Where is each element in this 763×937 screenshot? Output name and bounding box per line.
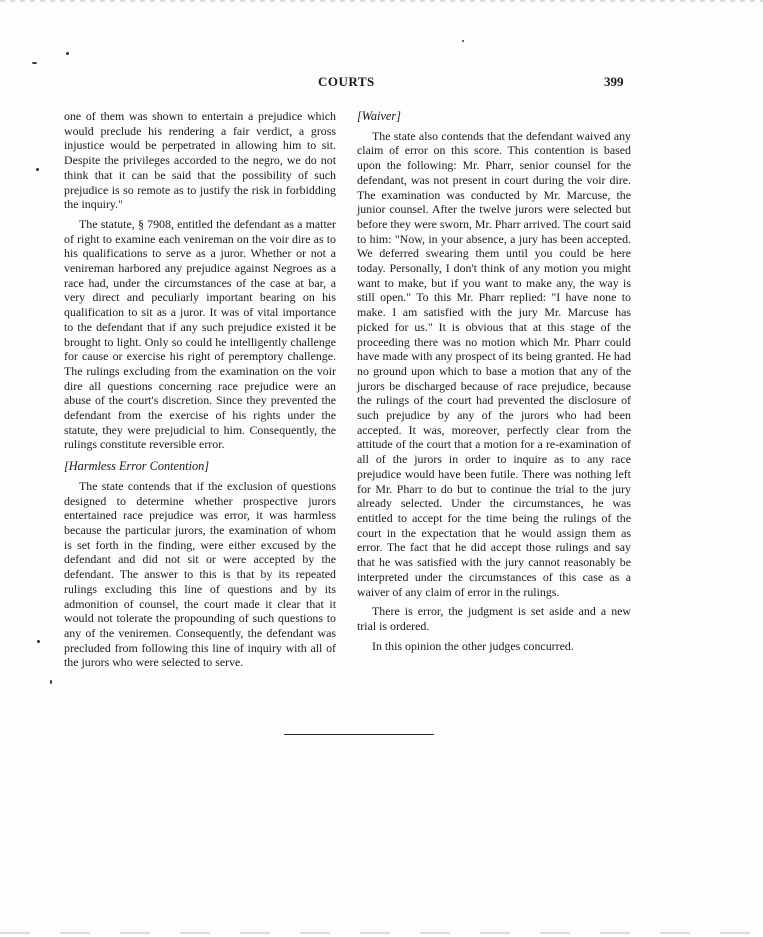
scan-speck <box>50 680 52 684</box>
paragraph: one of them was shown to entertain a prejudice which would preclude his rendering a fair verdict, a gross injustice would be perpetrated in allowing him to sit. Despite the privileges accorded to the negro, we do not think that it can be said that the possibility of such prejudice is so remote as to justify the risk in forbidding the inquiry." <box>64 109 336 212</box>
scan-speck <box>36 168 39 171</box>
paragraph: The statute, § 7908, entitled the defendant as a matter of right to examine each venireman on the voir dire as to his qualifications to serve as a juror. Whether or not a venireman harbored any prejudice against Negroes as a race had, under the circumstances of the case at bar, a very direct and peculiarly important bearing on his qualification to sit as a juror. It was of vital importance to the defendant that if any such prejudice existed it be brought to light. Only so could he intelligently challenge for cause or exercise his right of peremptory challenge. The rulings excluding from the examination on the voir dire all questions concerning race prejudice were an abuse of the court's discretion. Since they prevented the defendant from the exercise of his rights under the statute, they were prejudicial to him. Consequently, the rulings constitute reversible error. <box>64 216 336 452</box>
bottom-edge-artifact <box>0 932 763 934</box>
end-of-opinion-rule <box>284 734 434 735</box>
section-heading-harmless-error: [Harmless Error Contention] <box>64 459 210 474</box>
paragraph: The state contends that if the exclusion of questions designed to determine whether prospective jurors entertained race prejudice was error, it was harmless because the particular jurors, the examination of whom is set forth in the finding, were either excused by the defendant and did not sit or were accepted by the defendant. The answer to this is that by its repeated rulings excluding this line of questions and by its admonition of counsel, the court made it clear that it would not tolerate the propounding of such questions to any of the veniremen. Consequently, the defendant was precluded from following this line of inquiry with all of the jurors who were selected to serve. <box>64 478 336 670</box>
paragraph: The state also contends that the defendant waived any claim of error on this score. This contention is based upon the following: Mr. Pharr, senior counsel for the defendant, was not present in court during the voir dire. The examination was conducted by Mr. Marcuse, the junior counsel. After the twelve jurors were selected but before they were sworn, Mr. Pharr arrived. The court said to him: "Now, in your absence, a jury has been accepted. We deferred swearing them until you could be here today. Personally, I don't think of any motion you might want to make, but if you want to make any, the way is still open." To this Mr. Pharr replied: "I have none to make. I am satisfied with the jury Mr. Marcuse has picked for us." It is obvious that at this stage of the proceeding there was no motion which Mr. Pharr could have made with any prospect of its being granted. He had no ground upon which to base a motion that any of the jurors be discharged because of race prejudice, because the rulings of the court had prevented the disclosure of such prejudice by any of the jurors who had been accepted. It was, moreover, perfectly clear from the attitude of the court that a motion for a re-examination of all of the jurors in order to inquire as to any race prejudice would have been futile. There was nothing left for Mr. Pharr to do but to continue the trial to the jury already selected. Under the circumstances, he was entitled to accept for the time being the rulings of the court in the expectation that he would assign them as error. The fact that he did accept those rulings and say that he was satisfied with the jury cannot reasonably be interpreted under the circumstances of this case as a waiver of any claim of error in the rulings. <box>357 128 631 599</box>
paragraph: In this opinion the other judges concurred. <box>372 638 574 653</box>
scan-speck <box>462 40 464 42</box>
paragraph: There is error, the judgment is set aside and a new trial is ordered. <box>357 604 631 633</box>
scan-speck <box>32 62 37 64</box>
running-head-title: COURTS <box>318 74 375 89</box>
page-number: 399 <box>604 74 624 89</box>
left-column <box>64 109 336 670</box>
scan-speck <box>37 640 40 643</box>
scan-speck <box>66 52 69 55</box>
top-edge-artifact <box>0 0 763 2</box>
section-heading-waiver: [Waiver] <box>357 109 401 123</box>
right-column <box>357 109 631 653</box>
